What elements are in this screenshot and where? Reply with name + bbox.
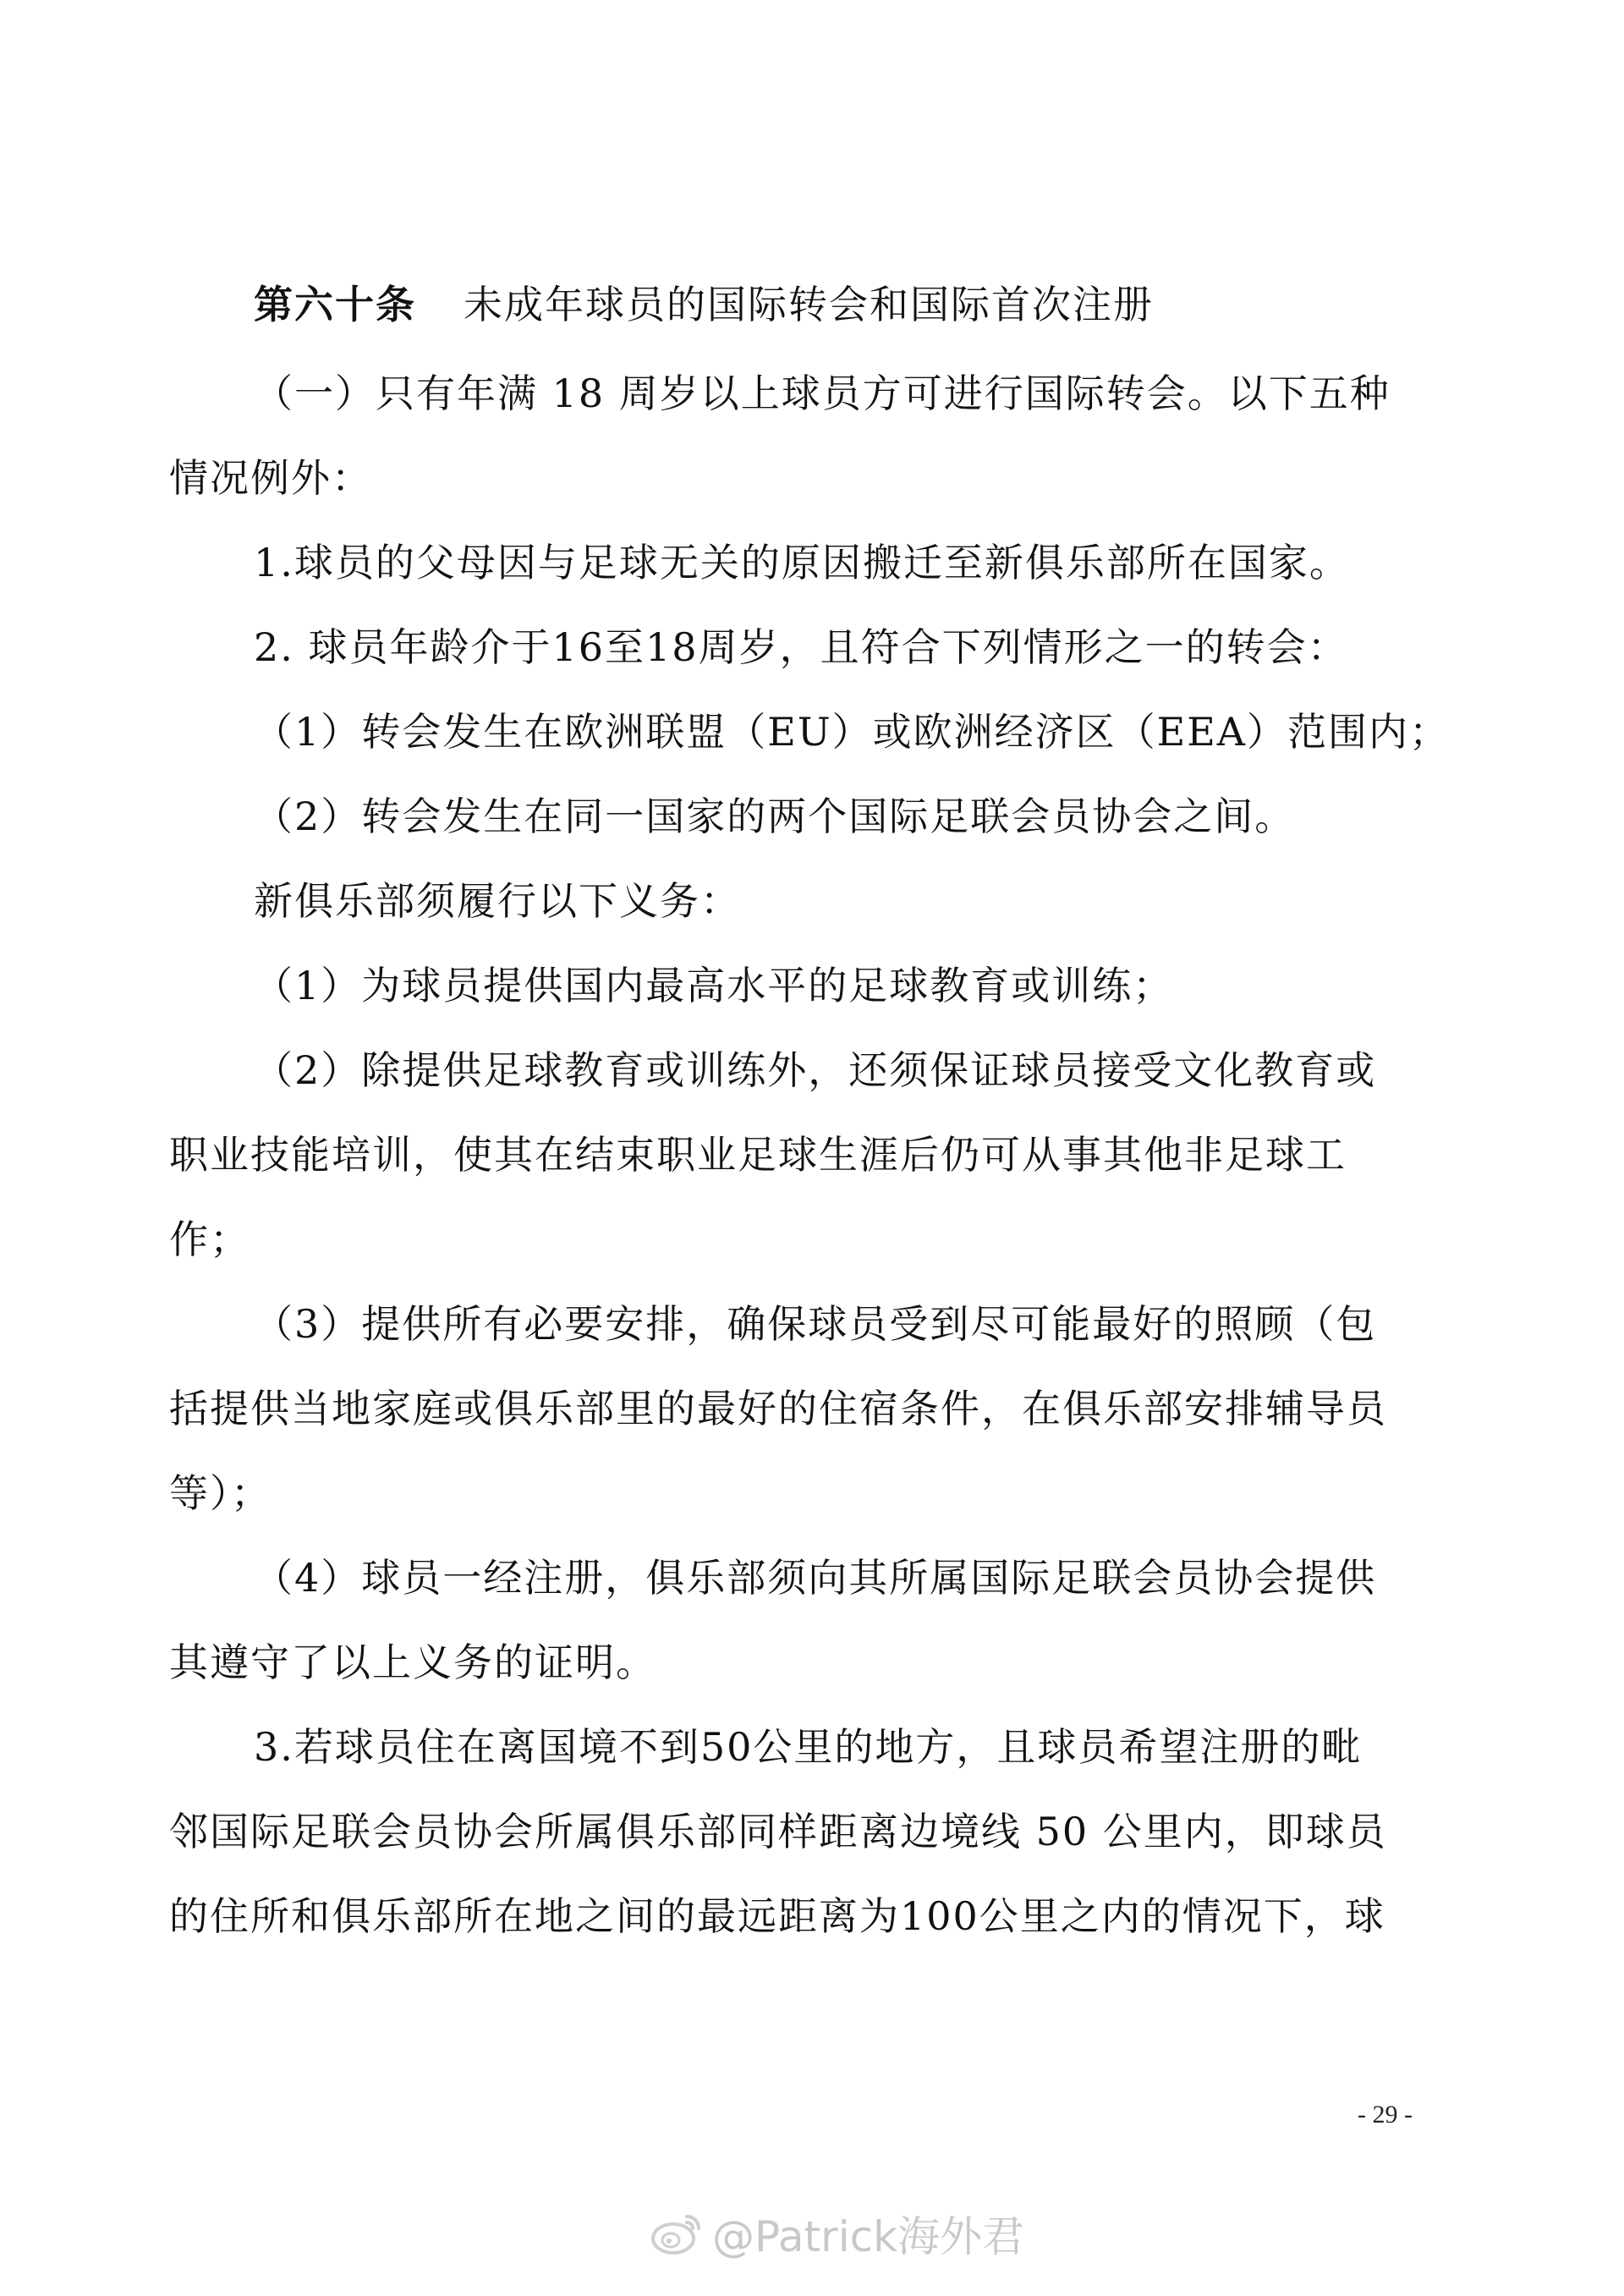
paragraph-line: （4）球员一经注册，俱乐部须向其所属国际足联会员协会提供 bbox=[254, 1555, 1377, 1601]
paragraph-line: （1）转会发生在欧洲联盟（EU）或欧洲经济区（EEA）范围内； bbox=[254, 709, 1450, 755]
page-number: - 29 - bbox=[1358, 2101, 1413, 2128]
paragraph-line: 1.球员的父母因与足球无关的原因搬迁至新俱乐部所在国家。 bbox=[254, 540, 1350, 585]
paragraph-line: （一）只有年满 18 周岁以上球员方可进行国际转会。以下五种 bbox=[254, 371, 1391, 416]
paragraph-line: 其遵守了以上义务的证明。 bbox=[169, 1640, 656, 1685]
paragraph-line: 邻国际足联会员协会所属俱乐部同样距离边境线 50 公里内，即球员 bbox=[169, 1809, 1387, 1854]
article-title: 未成年球员的国际转会和国际首次注册 bbox=[464, 282, 1154, 327]
paragraph-line: （2）转会发生在同一国家的两个国际足联会员协会之间。 bbox=[254, 794, 1296, 839]
article-number: 第六十条 bbox=[254, 282, 416, 327]
paragraph-line: （3）提供所有必要安排，确保球员受到尽可能最好的照顾（包 bbox=[254, 1301, 1377, 1347]
paragraph-line: （2）除提供足球教育或训练外，还须保证球员接受文化教育或 bbox=[254, 1047, 1377, 1093]
article-heading bbox=[254, 279, 1154, 330]
paragraph-line: 新俱乐部须履行以下义务： bbox=[254, 878, 741, 924]
paragraph-line: 作； bbox=[169, 1217, 250, 1262]
paragraph-line: 的住所和俱乐部所在地之间的最远距离为100公里之内的情况下，球 bbox=[169, 1893, 1385, 1939]
paragraph-line: 3.若球员住在离国境不到50公里的地方，且球员希望注册的毗 bbox=[254, 1724, 1363, 1770]
paragraph-line: 等）； bbox=[169, 1470, 272, 1516]
weibo-logo-icon bbox=[651, 2211, 704, 2255]
watermark-text: @Patrick海外君 bbox=[712, 2212, 1025, 2261]
paragraph-line: 情况例外： bbox=[169, 455, 372, 501]
paragraph-line: （1）为球员提供国内最高水平的足球教育或训练； bbox=[254, 963, 1174, 1008]
watermark bbox=[651, 2204, 1024, 2263]
paragraph-line: 括提供当地家庭或俱乐部里的最好的住宿条件，在俱乐部安排辅导员 bbox=[169, 1386, 1387, 1431]
paragraph-line: 职业技能培训，使其在结束职业足球生涯后仍可从事其他非足球工 bbox=[169, 1132, 1347, 1178]
paragraph-line: 2. 球员年龄介于16至18周岁，且符合下列情形之一的转会： bbox=[254, 624, 1348, 670]
